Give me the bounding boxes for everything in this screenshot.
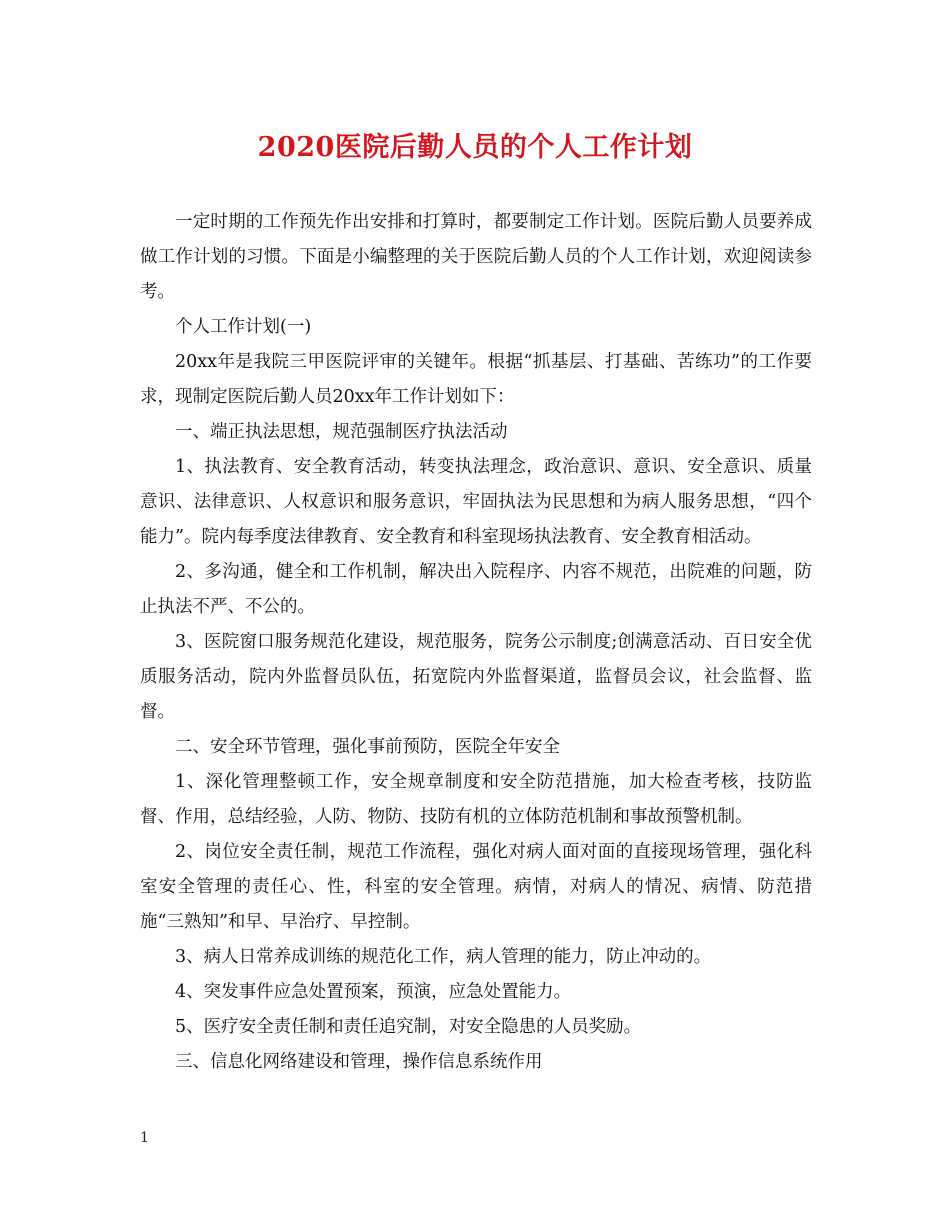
paragraph: 3、病人日常养成训练的规范化工作，病人管理的能力，防止冲动的。: [175, 947, 712, 967]
document-title: 2020医院后勤人员的个人工作计划: [257, 132, 693, 163]
paragraph: 20xx年是我院三甲医院评审的关键年。根据“抓基层、打基础、苦练功”的工作要求，现制定医院后勤人员20xx年工作计划如下：: [140, 352, 812, 407]
page-number: 1: [140, 1130, 149, 1146]
paragraph: 1、深化管理整顿工作，安全规章制度和安全防范措施，加大检查考核，技防监督、作用，总结经验，人防、物防、技防有机的立体防范机制和事故预警机制。: [140, 772, 812, 827]
paragraph: 2、多沟通，健全和工作机制，解决出入院程序、内容不规范，出院难的问题，防止执法不严、不公的。: [140, 562, 812, 617]
paragraph: 2、岗位安全责任制，规范工作流程，强化对病人面对面的直接现场管理，强化科室安全管理的责任心、性，科室的安全管理。病情，对病人的情况、病情、防范措施“三熟知”和早、早治疗、早控制。: [140, 842, 812, 932]
paragraph-heading-1: 一、端正执法思想，规范强制医疗执法活动: [175, 422, 508, 442]
paragraph-heading-3: 三、信息化网络建设和管理，操作信息系统作用: [175, 1052, 543, 1072]
paragraph-heading-2: 二、安全环节管理，强化事前预防，医院全年安全: [175, 737, 560, 757]
paragraph: 1、执法教育、安全教育活动，转变执法理念，政治意识、意识、安全意识、质量意识、法律意识、人权意识和服务意识，牢固执法为民思想和为病人服务思想，“四个能力”。院内每季度法律教育、安全教育和科室现场执法教育、安全教育相活动。: [140, 457, 812, 547]
paragraph: 4、突发事件应急处置预案，预演，应急处置能力。: [175, 982, 572, 1002]
document-body: [140, 205, 812, 1080]
paragraph: 3、医院窗口服务规范化建设，规范服务，院务公示制度;创满意活动、百日安全优质服务活动，院内外监督员队伍，拓宽院内外监督渠道，监督员会议，社会监督、监督。: [140, 632, 812, 722]
paragraph: 5、医疗安全责任制和责任追究制，对安全隐患的人员奖励。: [175, 1017, 642, 1037]
paragraph-section-heading: 个人工作计划(一): [175, 317, 312, 337]
paragraph-intro: 一定时期的工作预先作出安排和打算时，都要制定工作计划。医院后勤人员要养成做工作计划的习惯。下面是小编整理的关于医院后勤人员的个人工作计划，欢迎阅读参考。: [140, 212, 812, 302]
